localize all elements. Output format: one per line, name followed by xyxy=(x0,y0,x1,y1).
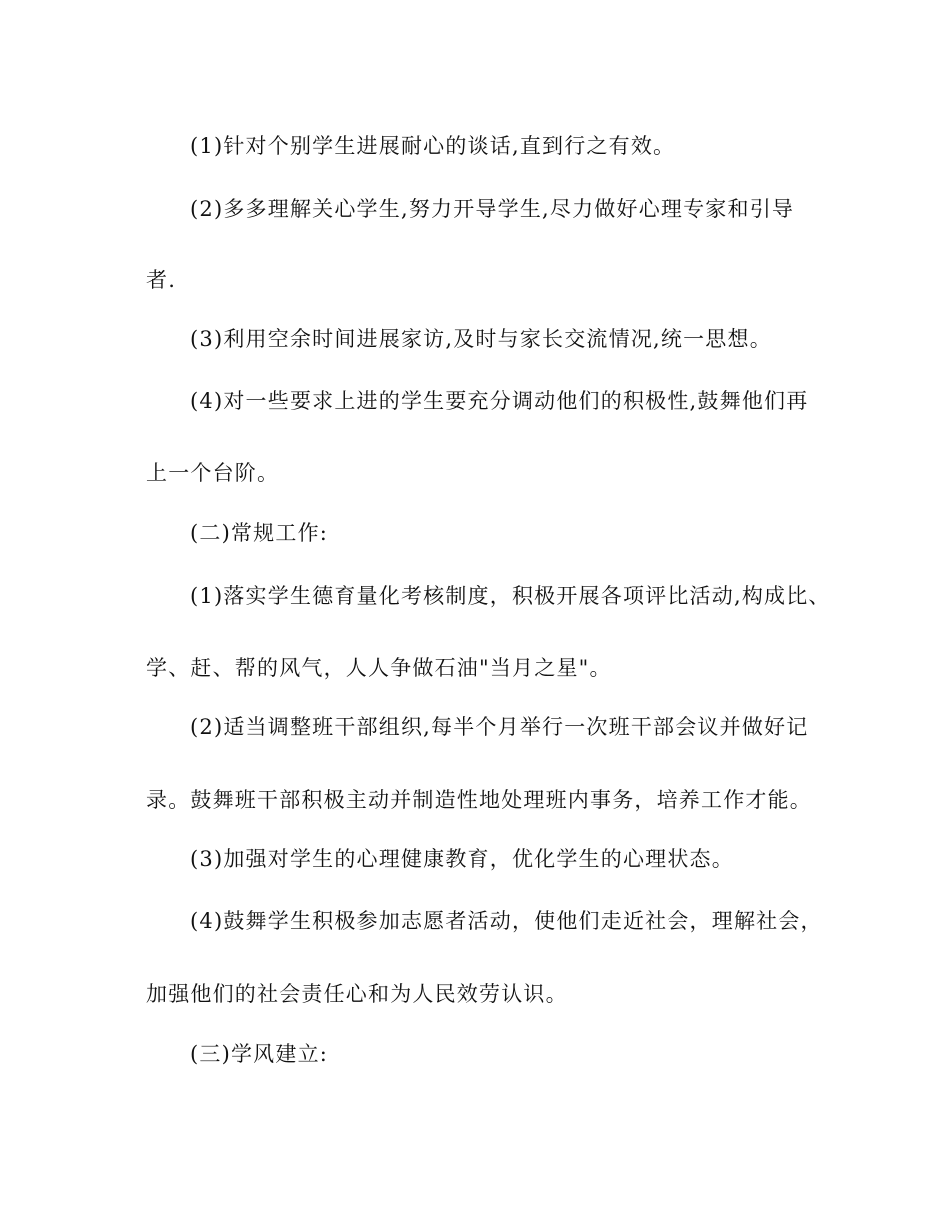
paragraph-line: 加强他们的社会责任心和为人民效劳认识。 xyxy=(146,982,568,1006)
paragraph-line: (1)落实学生德育量化考核制度，积极开展各项评比活动,构成比、 xyxy=(190,584,831,608)
paragraph-line: 上一个台阶。 xyxy=(146,461,280,485)
paragraph-line: (3)加强对学生的心理健康教育，优化学生的心理状态。 xyxy=(190,847,734,871)
paragraph-line: 者. xyxy=(146,268,177,292)
paragraph-line: (4)鼓舞学生积极参加志愿者活动，使他们走近社会，理解社会， xyxy=(190,909,823,933)
section-heading: (二)常规工作: xyxy=(190,521,329,545)
paragraph-line: (1)针对个别学生进展耐心的谈话,直到行之有效。 xyxy=(190,134,676,158)
section-heading: (三)学风建立: xyxy=(190,1042,329,1066)
paragraph-line: (2)多多理解关心学生,努力开导学生,尽力做好心理专家和引导 xyxy=(190,197,795,221)
paragraph-line: (3)利用空余时间进展家访,及时与家长交流情况,统一思想。 xyxy=(190,327,772,351)
paragraph-line: (2)适当调整班干部组织,每半个月举行一次班干部会议并做好记 xyxy=(190,715,809,739)
paragraph-line: 学、赶、帮的风气，人人争做石油"当月之星"。 xyxy=(146,656,612,680)
paragraph-line: (4)对一些要求上进的学生要充分调动他们的积极性,鼓舞他们再 xyxy=(190,389,809,413)
paragraph-line: 录。鼓舞班干部积极主动并制造性地处理班内事务，培养工作才能。 xyxy=(146,788,812,812)
